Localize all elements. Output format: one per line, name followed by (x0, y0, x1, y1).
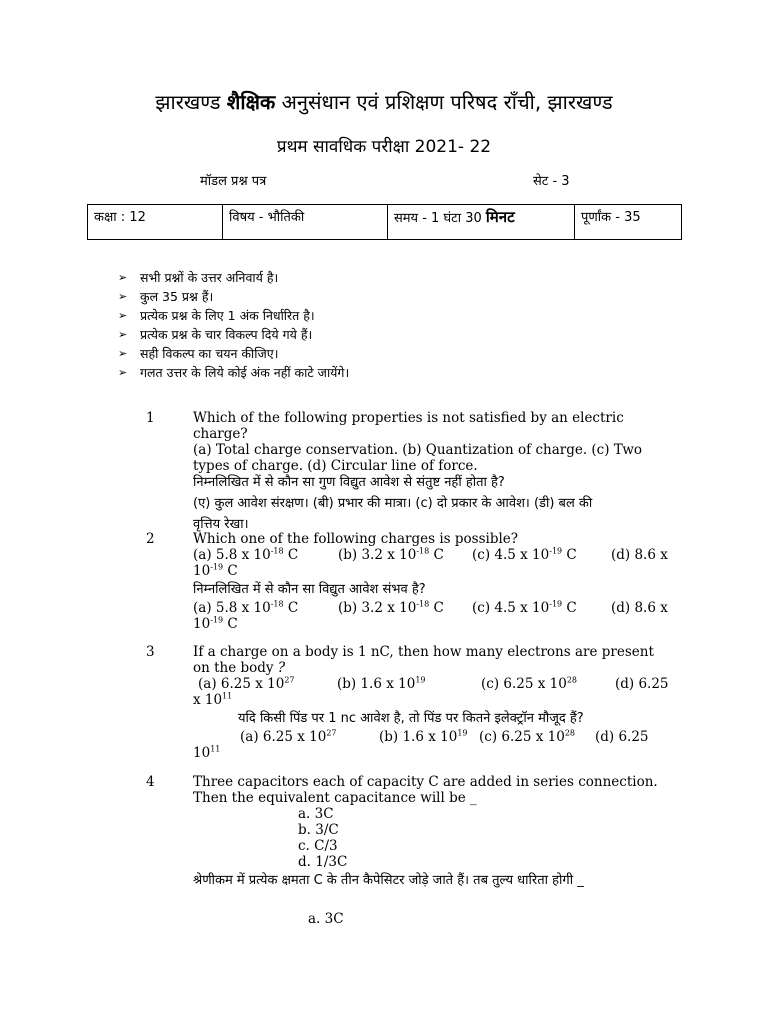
subject-cell: विषय - भौतिकी (223, 205, 388, 240)
marks-cell: पूर्णांक - 35 (575, 205, 682, 240)
arrow-bullet-icon: ➢ (118, 309, 128, 322)
question-number: 2 (146, 531, 155, 547)
instruction-item: ➢ प्रत्येक प्रश्न के चार विकल्प दिये गये हैं। (118, 327, 313, 342)
question-number: 3 (146, 644, 155, 660)
option-item: a. 3C (308, 911, 344, 927)
options-row: (a) 6.25 x $10^{27}$ (b) 1.6 x $10^{19}$ (c) 6.25 x $10^{28}$ (d) 6.25 (198, 675, 669, 692)
question-number: 1 (146, 410, 155, 426)
time-text: समय - 1 घंटा 30 (394, 211, 482, 226)
options-row: (a) 6.25 x $10^{27}$ (b) 1.6 x $10^{19}$ (c) 6.25 x $10^{28}$ (d) 6.25 (240, 728, 649, 745)
instruction-item: ➢ सही विकल्प का चयन कीजिए। (118, 346, 279, 361)
question-body: Which one of the following charges is possible? (a) 5.8 x $10^{-18}$ C (b) 3.2 x $10^{-18}$ C (c) 4.5 x $10^{-19}$ C (d) 8.6 x $10^{-19}$ C निम्नलिखित में से कौन सा विद्युत आवेश संभव है? (a) 5.8 x $10^{-18}$ C (b) 3.2 x $10^{-18}$ C (c) 4.5 x $10^{-19}$ C (d) 8.6 x $10^{-19}$ C (193, 531, 673, 632)
title-bold: शैक्षिक (226, 90, 276, 114)
instruction-item: ➢ गलत उत्तर के लिये कोई अंक नहीं काटे जायेंगे। (118, 365, 350, 380)
instructions-list (118, 268, 349, 382)
exam-subtitle: प्रथम सावधिक परीक्षा 2021- 22 (276, 137, 492, 157)
set-label: सेट - 3 (533, 174, 570, 189)
class-cell: कक्षा : 12 (88, 205, 223, 240)
question-body: Three capacitors each of capacity C are added in series connection. Then the equivalent capacitance will be _ a. 3C b. 3/C c. C/3 d. 1/3C श्रेणीकम में प्रत्येक क्षमता C के तीन कैपेसिटर जोड़े जाते हैं। तब तुल्य धारिता होगी _ (193, 774, 673, 891)
options-row: (a) 5.8 x $10^{-18}$ C (b) 3.2 x $10^{-18}$ C (c) 4.5 x $10^{-19}$ C (d) 8.6 x (193, 599, 668, 616)
question-number: 4 (146, 774, 155, 790)
question-body: Which of the following properties is not satisfied by an electric charge? (a) Total charge conservation. (b) Quantization of charge. (c) Two types of charge. (d) Circular line of force. निम्नलिखित में से कौन सा गुण विद्युत आवेश से संतुष्ट नहीं होता है? (ए) कुल आवेश संरक्षण। (बी) प्रभार की मात्रा। (c) दो प्रकार के आवेश। (डी) बल की वृत्तिय रेखा। (193, 410, 643, 532)
arrow-bullet-icon: ➢ (118, 271, 128, 284)
arrow-bullet-icon: ➢ (118, 290, 128, 303)
title-pre: झारखण्ड (155, 90, 221, 114)
exam-info-table (87, 204, 682, 240)
page-title (0, 88, 768, 115)
question-body: If a charge on a body is 1 nC, then how many electrons are present on the body ? (a) 6.25 x $10^{27}$ (b) 1.6 x $10^{19}$ (c) 6.25 x $10^{28}$ (d) 6.25 x $10^{11}$ यदि किसी पिंड पर 1 nc आवेश है, तो पिंड पर कितने इलेक्ट्रॉन मौजूद हैं? (a) 6.25 x $10^{27}$ (b) 1.6 x $10^{19}$ (c) 6.25 x $10^{28}$ (d) 6.25 $10^{11}$ (193, 644, 673, 761)
arrow-bullet-icon: ➢ (118, 328, 128, 341)
arrow-bullet-icon: ➢ (118, 366, 128, 379)
options-row: (a) 5.8 x $10^{-18}$ C (b) 3.2 x $10^{-18}$ C (c) 4.5 x $10^{-19}$ C (d) 8.6 x (193, 546, 668, 563)
instruction-item: ➢ सभी प्रश्नों के उत्तर अनिवार्य है। (118, 270, 279, 285)
option-item: c. C/3 (298, 838, 338, 854)
option-item: a. 3C (298, 806, 334, 822)
model-paper-label: मॉडल प्रश्न पत्र (200, 174, 267, 189)
instruction-item: ➢ कुल 35 प्रश्न हैं। (118, 289, 214, 304)
title-post: अनुसंधान एवं प्रशिक्षण परिषद राँची, झारखण्ड (281, 90, 613, 114)
option-item: b. 3/C (298, 822, 339, 838)
option-item: d. 1/3C (298, 854, 348, 870)
time-cell (388, 205, 575, 240)
instruction-item: ➢ प्रत्येक प्रश्न के लिए 1 अंक निर्धारित है। (118, 308, 315, 323)
arrow-bullet-icon: ➢ (118, 347, 128, 360)
time-unit: मिनट (485, 208, 515, 226)
